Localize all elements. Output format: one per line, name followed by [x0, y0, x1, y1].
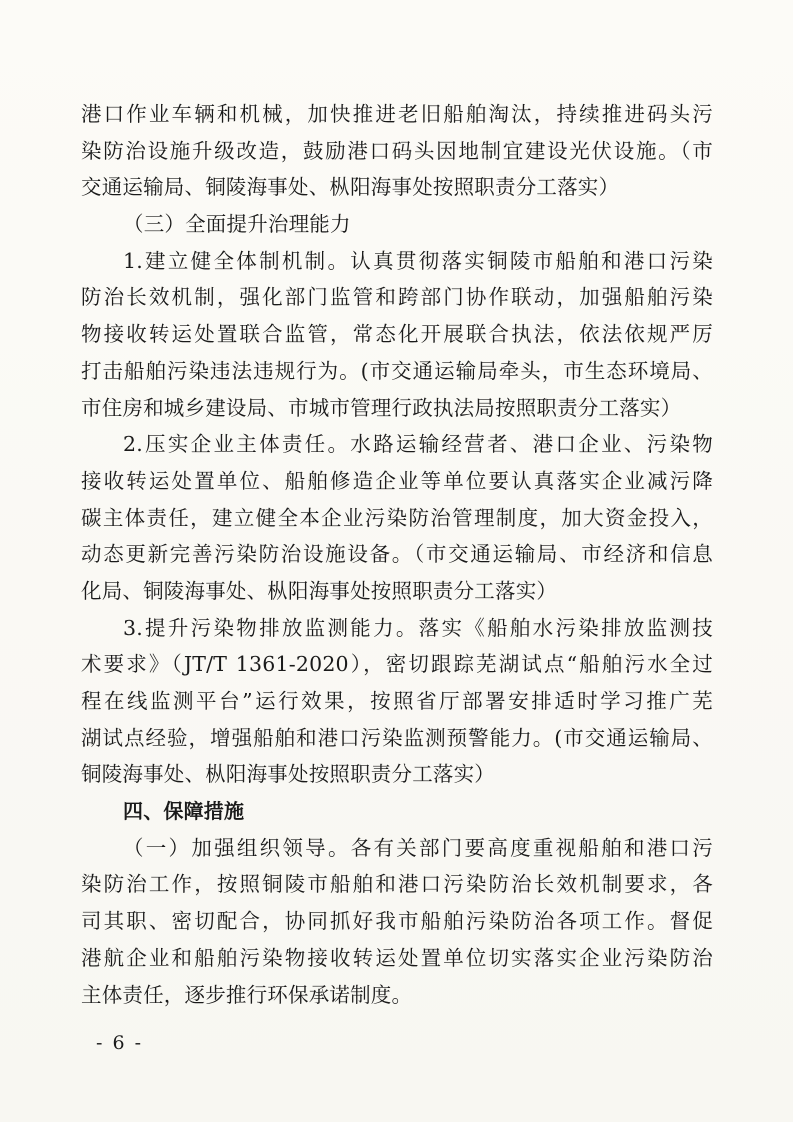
- text-line: 3.提升污染物排放监测能力。落实《船舶水污染排放监测技: [123, 615, 713, 640]
- text-line: 2.压实企业主体责任。水路运输经营者、港口企业、污染物: [123, 432, 713, 457]
- text-line: 港口作业车辆和机械，加快推进老旧船舶淘汰，持续推进码头污: [81, 102, 713, 126]
- text-line: 物接收转运处置联合监管，常态化开展联合执法，依法依规严厉: [81, 322, 713, 347]
- text-line: 化局、铜陵海事处、枞阳海事处按照职责分工落实）: [81, 578, 558, 603]
- text-line: 铜陵海事处、枞阳海事处按照职责分工落实）: [81, 762, 495, 787]
- text-line: 市住房和城乡建设局、市城市管理行政执法局按照职责分工落实）: [81, 395, 682, 420]
- text-line: 术要求》（JT/T 1361-2020），密切跟踪芜湖试点“船舶污水全过: [81, 652, 713, 677]
- document-body: [81, 96, 713, 1013]
- page-number: - 6 -: [96, 1032, 144, 1054]
- text-line: 港航企业和船舶污染物接收转运处置单位切实落实企业污染防治: [81, 945, 713, 970]
- section-heading: 四、保障措施: [123, 799, 245, 824]
- text-line: 碳主体责任，建立健全本企业污染防治管理制度，加大资金投入，: [81, 505, 713, 530]
- text-line: 程在线监测平台”运行效果，按照省厅部署安排适时学习推广芜: [81, 689, 713, 713]
- text-line: 染防治设施升级改造，鼓励港口码头因地制宜建设光伏设施。（市: [81, 138, 713, 163]
- text-line: 1.建立健全体制机制。认真贯彻落实铜陵市船舶和港口污染: [123, 248, 713, 273]
- text-line: 动态更新完善污染防治设施设备。（市交通运输局、市经济和信息: [81, 542, 713, 567]
- text-line: 交通运输局、铜陵海事处、枞阳海事处按照职责分工落实）: [81, 175, 620, 200]
- text-line: 打击船舶污染违法违规行为。(市交通运输局牵头，市生态环境局、: [81, 358, 713, 383]
- text-line: 防治长效机制，强化部门监管和跨部门协作联动，加强船舶污染: [81, 285, 713, 310]
- text-line: （三）全面提升治理能力: [123, 212, 351, 237]
- text-line: 湖试点经验，增强船舶和港口污染监测预警能力。(市交通运输局、: [81, 725, 713, 750]
- text-line: （一）加强组织领导。各有关部门要高度重视船舶和港口污: [123, 835, 713, 860]
- text-line: 接收转运处置单位、船舶修造企业等单位要认真落实企业减污降: [81, 468, 713, 493]
- text-line: 染防治工作，按照铜陵市船舶和港口污染防治长效机制要求，各: [81, 872, 713, 897]
- text-line: 司其职、密切配合，协同抓好我市船舶污染防治各项工作。督促: [81, 909, 713, 934]
- text-line: 主体责任，逐步推行环保承诺制度。: [81, 982, 413, 1007]
